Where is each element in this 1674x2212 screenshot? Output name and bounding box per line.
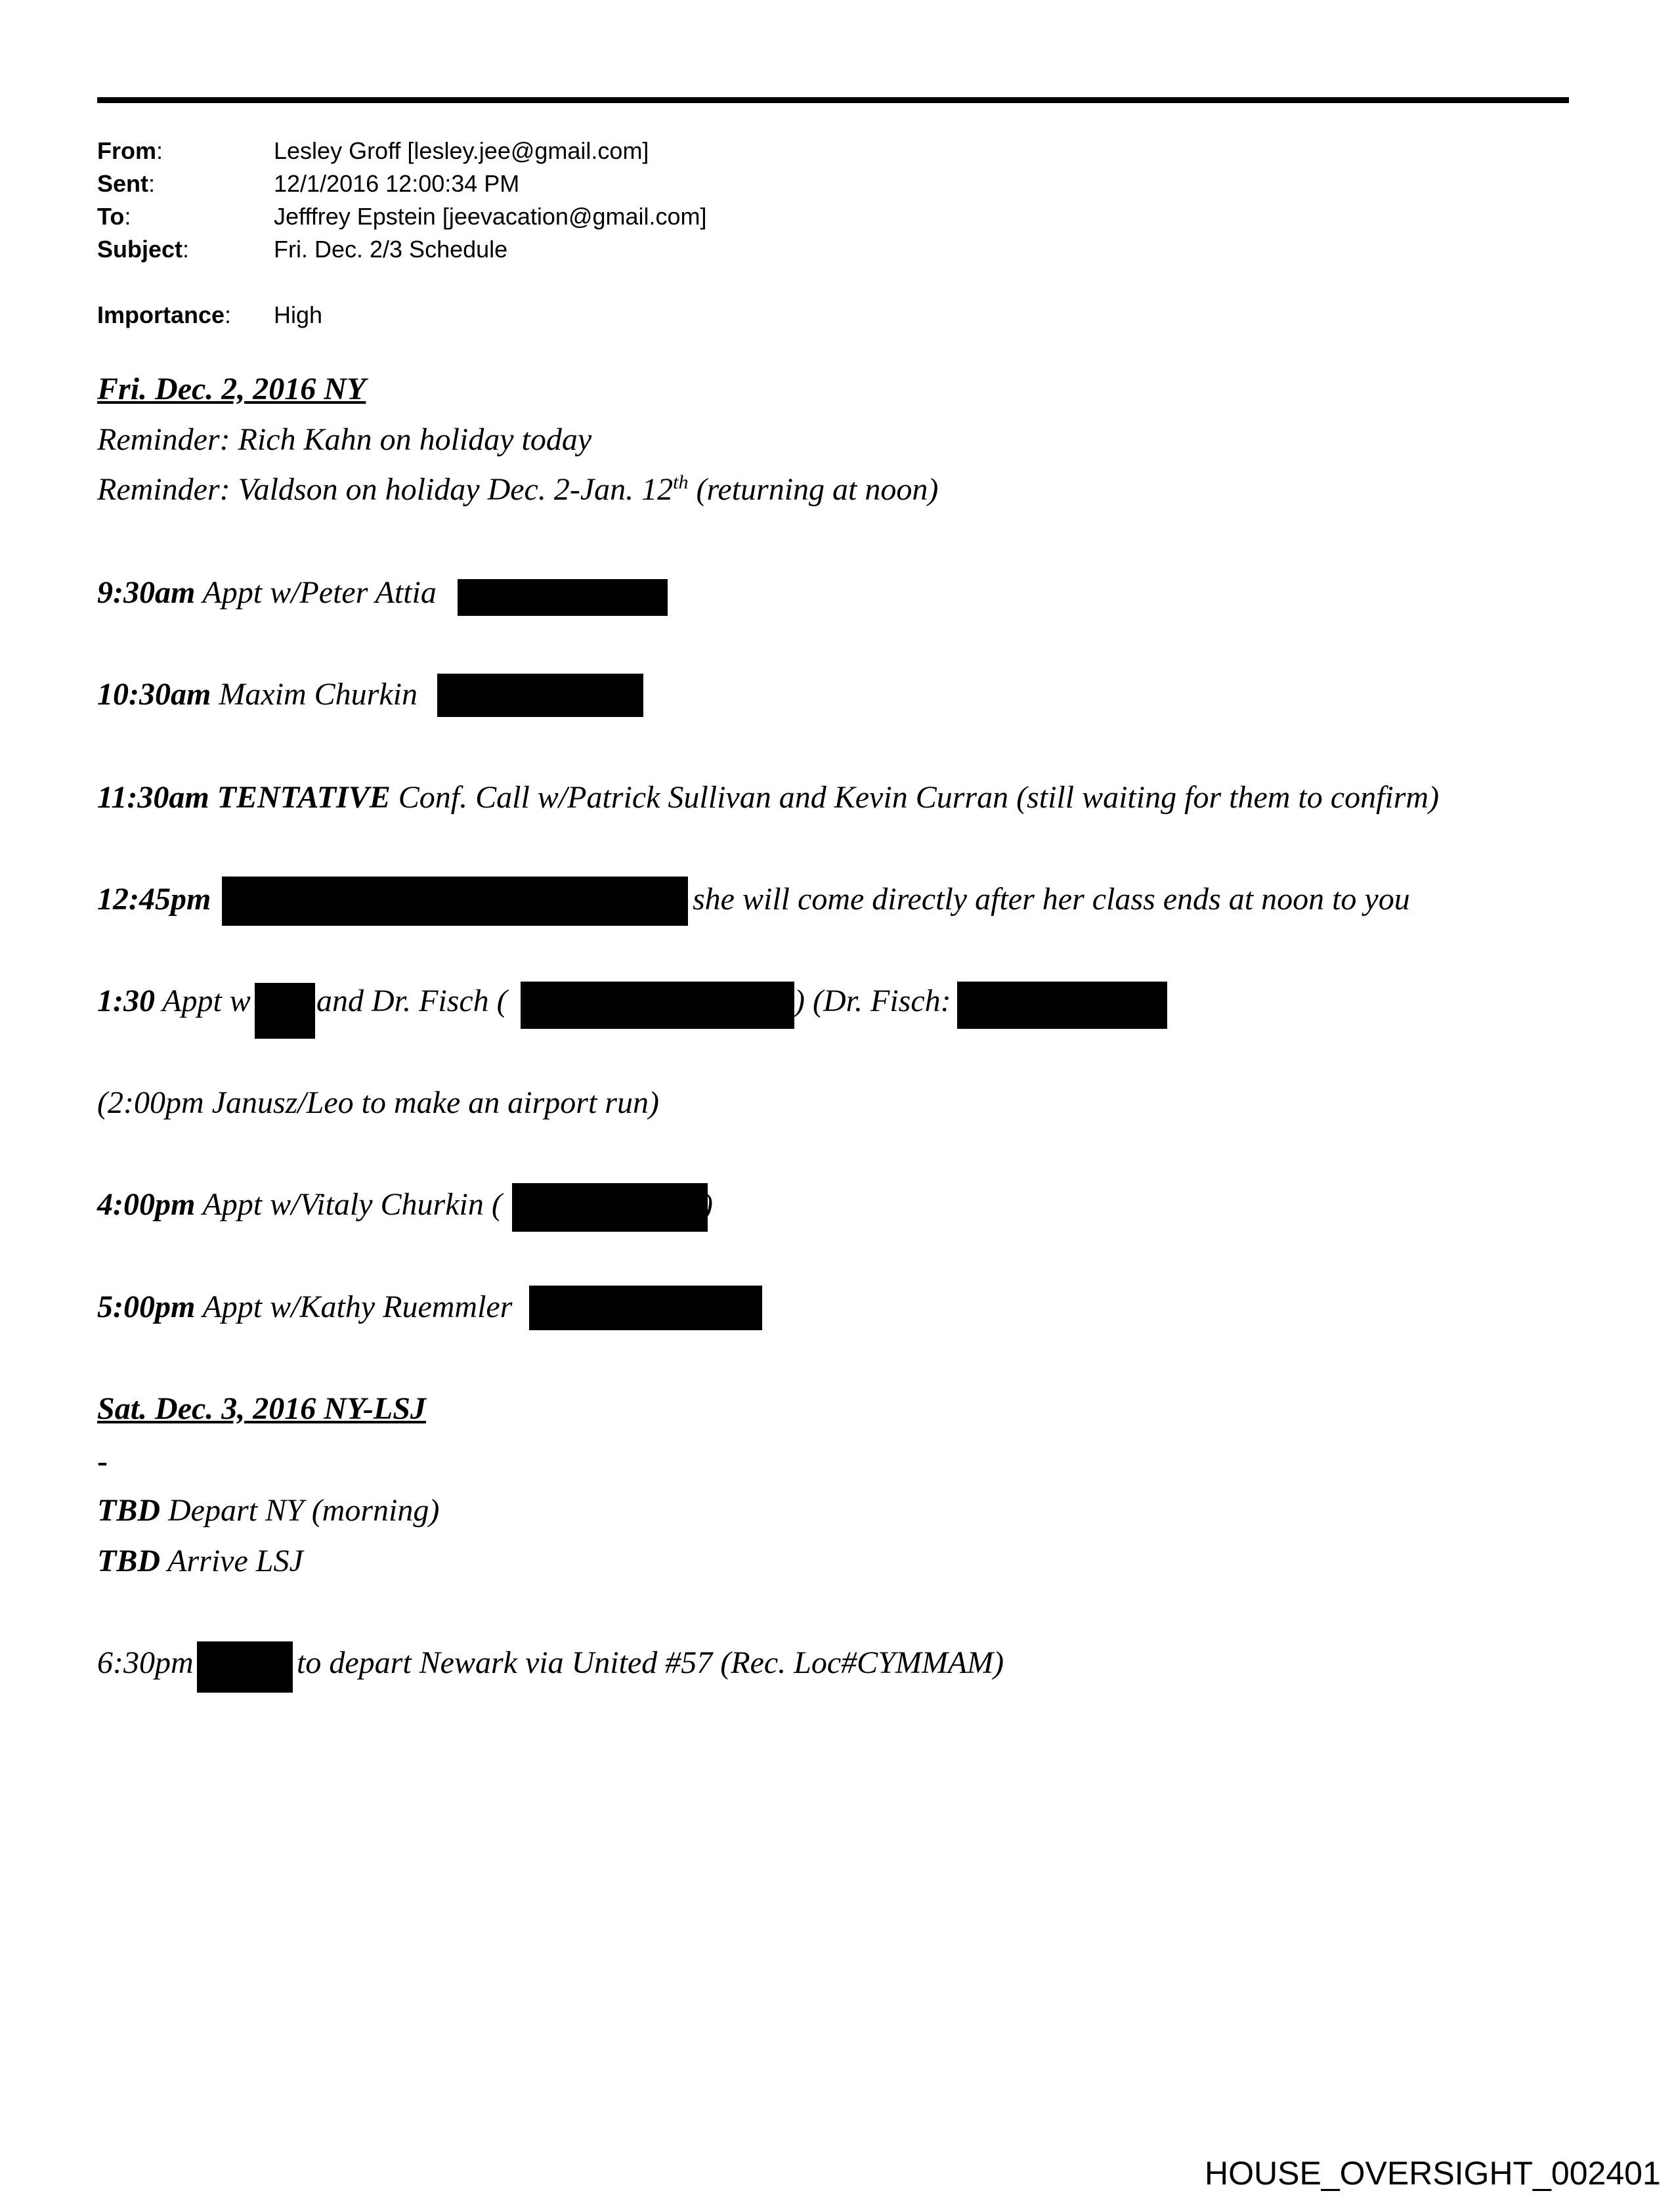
item-text: to depart Newark via United #57 (Rec. Loc#CYMMAM)	[297, 1645, 1004, 1680]
schedule-item-0930	[97, 575, 437, 611]
importance-label: Importance:	[97, 301, 232, 328]
item-text: Appt w/Peter Attia	[195, 575, 437, 610]
top-divider	[97, 97, 1569, 103]
redaction-box	[512, 1183, 708, 1232]
schedule-item-1245	[97, 881, 211, 918]
day1-heading: Fri. Dec. 2, 2016 NY	[97, 372, 366, 406]
item-time: 9:30am	[97, 575, 196, 610]
schedule-item-1130	[97, 779, 1439, 816]
bates-number: HOUSE_OVERSIGHT_002401	[1205, 2155, 1661, 2192]
importance-value: High	[274, 301, 323, 328]
redaction-box	[957, 982, 1167, 1029]
schedule-item-arrive-lsj	[97, 1543, 303, 1580]
redaction-box	[437, 674, 643, 717]
day2-heading: Sat. Dec. 3, 2016 NY-LSJ	[97, 1391, 426, 1426]
item-time: TBD	[97, 1544, 160, 1578]
schedule-item-0400	[97, 1186, 502, 1223]
subject-label: Subject:	[97, 236, 190, 263]
schedule-item-0500	[97, 1289, 512, 1326]
redaction-box	[521, 982, 794, 1029]
item-time: 11:30am TENTATIVE	[97, 780, 391, 815]
item-text: and Dr. Fisch (	[316, 984, 507, 1018]
reminder-2: Reminder: Valdson on holiday Dec. 2-Jan. 12th (returning at noon)	[97, 471, 939, 507]
from-value: Lesley Groff [lesley.jee@gmail.com]	[274, 137, 649, 164]
schedule-item-0630	[97, 1645, 194, 1681]
dash-marker: -	[97, 1444, 108, 1479]
redaction-box	[255, 983, 315, 1039]
sent-label: Sent:	[97, 170, 156, 197]
schedule-item-0130: 1:30 Appt w	[97, 984, 251, 1018]
to-label: To:	[97, 203, 131, 230]
item-time: 4:00pm	[97, 1187, 196, 1222]
item-time: 10:30am	[97, 677, 211, 712]
from-label: From:	[97, 137, 163, 164]
item-time: 12:45pm	[97, 882, 211, 917]
schedule-item-1030	[97, 676, 418, 713]
item-text: Depart NY (morning)	[160, 1493, 440, 1528]
item-text: Conf. Call w/Patrick Sullivan and Kevin Curran (still waiting for them to confirm)	[390, 780, 1440, 815]
item-time: 6:30pm	[97, 1645, 194, 1680]
item-text: Appt w/Vitaly Churkin (	[195, 1187, 502, 1222]
item-time: 5:00pm	[97, 1290, 196, 1324]
redaction-box	[222, 877, 688, 926]
item-text: Arrive LSJ	[160, 1544, 303, 1578]
item-text: ) (Dr. Fisch:	[794, 984, 951, 1018]
item-text: Maxim Churkin	[211, 677, 418, 712]
redaction-box	[197, 1641, 293, 1693]
schedule-item-depart-ny	[97, 1492, 439, 1529]
item-text: )	[702, 1187, 713, 1222]
to-value: Jefffrey Epstein [jeevacation@gmail.com]	[274, 203, 707, 230]
sent-value: 12/1/2016 12:00:34 PM	[274, 170, 520, 197]
redaction-box	[458, 579, 668, 616]
schedule-item-airport-run: (2:00pm Janusz/Leo to make an airport run)	[97, 1085, 659, 1120]
item-text: she will come directly after her class ends at noon to you	[693, 882, 1410, 917]
reminder-1: Reminder: Rich Kahn on holiday today	[97, 422, 592, 457]
redaction-box	[529, 1286, 762, 1330]
item-time: TBD	[97, 1493, 160, 1528]
subject-value: Fri. Dec. 2/3 Schedule	[274, 236, 508, 263]
item-time: 1:30	[97, 984, 155, 1018]
item-text: Appt w/Kathy Ruemmler	[195, 1290, 513, 1324]
